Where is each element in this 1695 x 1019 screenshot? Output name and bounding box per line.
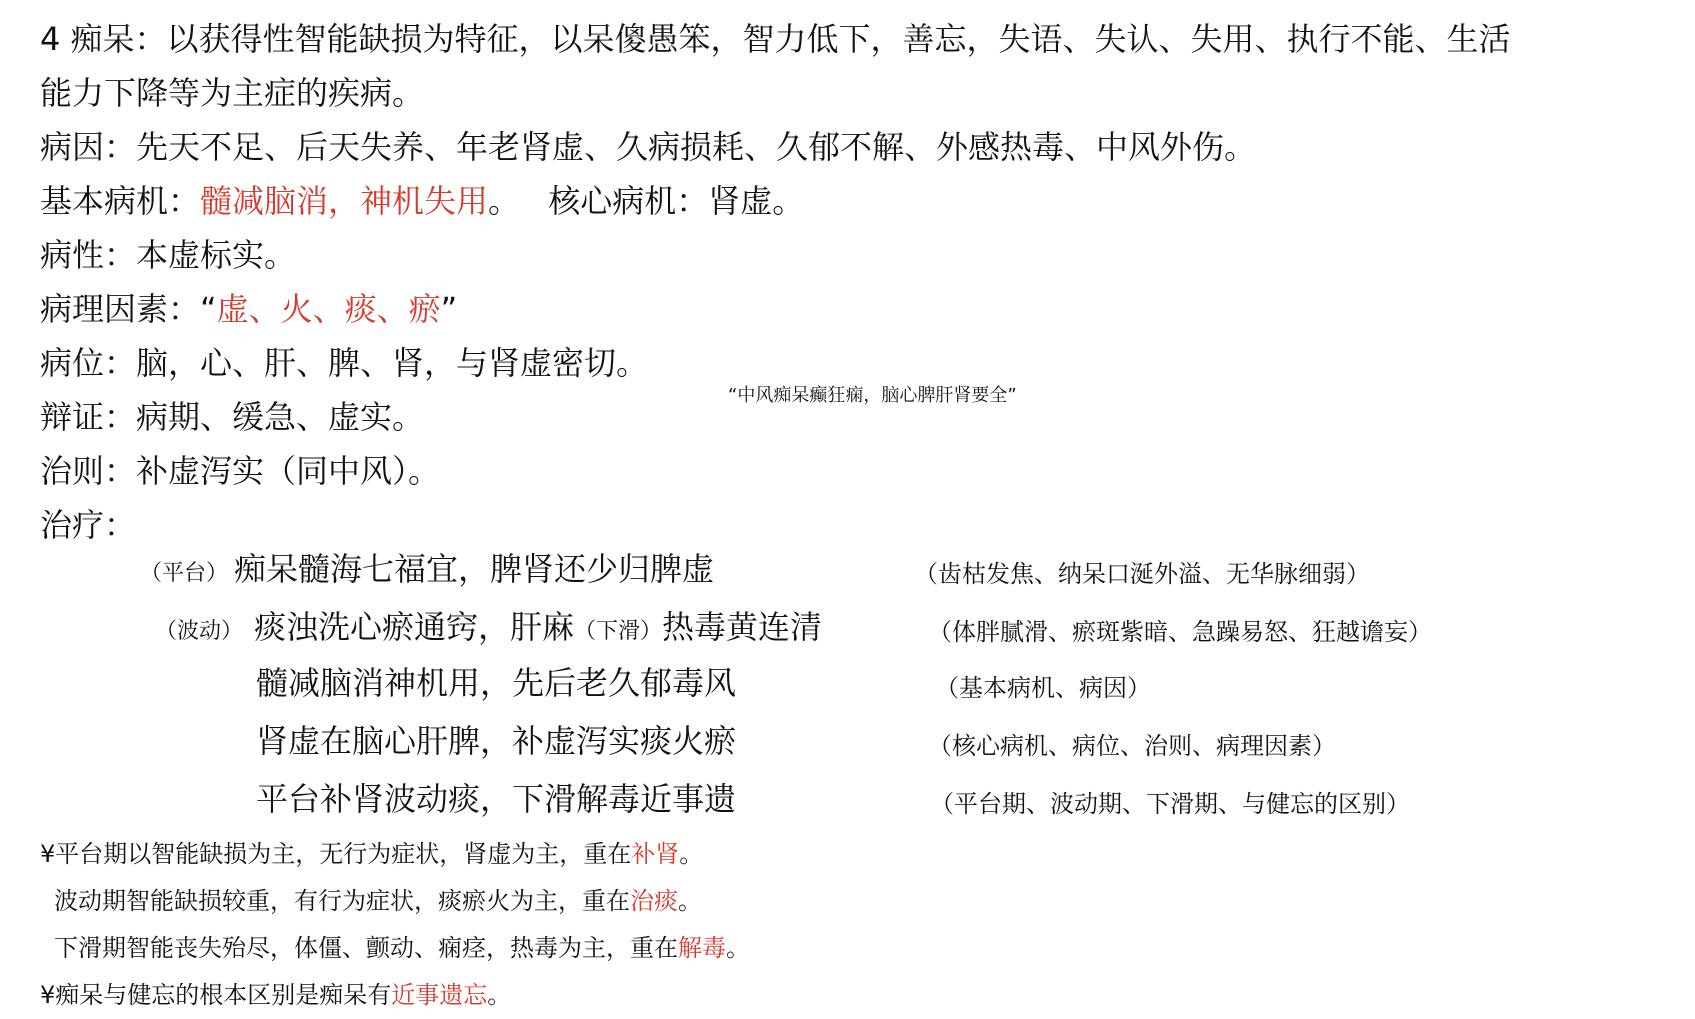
core-mechanism: 核心病机：肾虚。 (548, 182, 805, 220)
treatment-tag-decline: （下滑） (574, 619, 663, 644)
treatment-note-2: （体胖腻滑、瘀斑紫暗、急躁易怒、狂越谵妄） (928, 618, 1432, 646)
mechanism-line (40, 176, 804, 222)
nature-line: 病性：本虚标实。 (40, 236, 297, 274)
factors-end: ” (440, 290, 458, 328)
footnote-highlight: 治痰 (630, 887, 678, 915)
treatment-tag-fluctuation: （波动） (155, 619, 244, 644)
mechanism-value: 髓减脑消，神机失用 (200, 182, 489, 220)
treatment-tag-platform: （平台） (140, 561, 229, 586)
treatment-note-4: （核心病机、病位、治则、病理因素） (928, 732, 1336, 760)
principle-line: 治则：补虚泻实（同中风）。 (40, 452, 441, 490)
intro-line-1: 4 痴呆：以获得性智能缺损为特征，以呆傻愚笨，智力低下，善忘，失语、失认、失用、执行不能、生活 (40, 20, 1511, 58)
factors-label: 病理因素：“ (40, 290, 217, 328)
footnote-fluctuation (54, 881, 702, 916)
treatment-note-5: （平台期、波动期、下滑期、与健忘的区别） (930, 790, 1410, 818)
footnote-highlight: 补肾 (631, 840, 680, 868)
footnote-end: 。 (678, 887, 702, 915)
footnote-decline (54, 928, 750, 963)
treatment-verse-4: 肾虚在脑心肝脾，补虚泻实痰火瘀 (256, 722, 737, 760)
location-line: 病位：脑，心、肝、脾、肾，与肾虚密切。 (40, 344, 649, 382)
mechanism-end: 。 (488, 182, 521, 220)
factors-line (40, 284, 457, 330)
treatment-verse-2 (254, 602, 822, 648)
treatment-verse-2a: 痰浊洗心瘀通窍，肝麻 (254, 608, 575, 646)
treatment-verse-1: 痴呆髓海七福宜，脾肾还少归脾虚 (234, 550, 715, 588)
footnote-text: ¥平台期以智能缺损为主，无行为症状，肾虚为主，重在 (40, 840, 632, 868)
treatment-verse-2b: 热毒黄连清 (662, 608, 823, 646)
footnote-end: 。 (726, 934, 750, 962)
factors-value: 虚、火、痰、瘀 (216, 290, 441, 328)
cause-line: 病因：先天不足、后天失养、年老肾虚、久病损耗、久郁不解、外感热毒、中风外伤。 (40, 128, 1257, 166)
intro-line-2: 能力下降等为主症的疾病。 (40, 74, 425, 112)
location-mnemonic: “中风痴呆癫狂痫，脑心脾肝肾要全” (728, 385, 1017, 406)
footnote-text: ¥痴呆与健忘的根本区别是痴呆有 (40, 981, 392, 1009)
treatment-note-1: （齿枯发焦、纳呆口涎外溢、无华脉细弱） (914, 560, 1370, 588)
footnote-distinction (40, 975, 511, 1010)
treatment-note-3: （基本病机、病因） (935, 674, 1151, 702)
footnote-end: 。 (487, 981, 512, 1009)
footnote-text: 波动期智能缺损较重，有行为症状，痰瘀火为主，重在 (54, 887, 630, 915)
mechanism-label: 基本病机： (40, 182, 201, 220)
treatment-verse-5: 平台补肾波动痰，下滑解毒近事遗 (256, 780, 737, 818)
footnote-end: 。 (679, 840, 704, 868)
footnote-highlight: 解毒 (678, 934, 726, 962)
footnote-platform (40, 834, 703, 869)
differentiation-line: 辩证：病期、缓急、虚实。 (40, 398, 425, 436)
treatment-label: 治疗： (40, 506, 137, 544)
footnote-highlight: 近事遗忘 (391, 981, 488, 1009)
footnote-text: 下滑期智能丧失殆尽，体僵、颤动、痫痉，热毒为主，重在 (54, 934, 678, 962)
treatment-verse-3: 髓减脑消神机用，先后老久郁毒风 (256, 664, 737, 702)
